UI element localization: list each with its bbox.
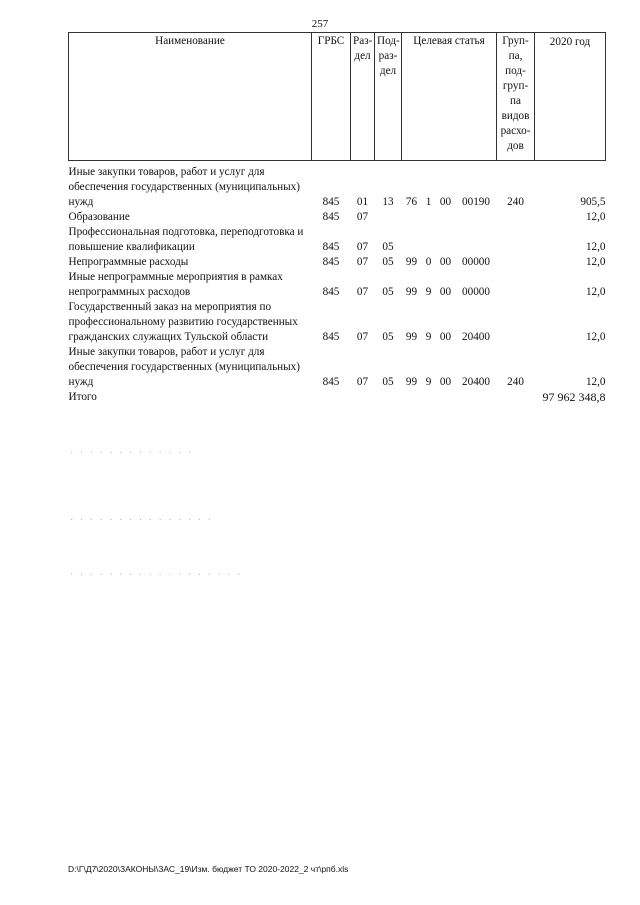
budget-table (68, 32, 606, 405)
row-value: 12,0 (585, 256, 606, 268)
row-podrazdel (375, 210, 402, 225)
faded-text: · · · · · · · · · · · · · · · · · · (70, 570, 243, 581)
row-podrazdel: 05 (382, 331, 394, 343)
row-cs3 (436, 225, 456, 255)
header-year: 2020 год (535, 33, 606, 161)
row-value: 12,0 (585, 376, 606, 388)
total-label: Итого (68, 391, 97, 403)
budget-table-container (68, 32, 605, 405)
row-cs1 (402, 210, 422, 225)
row-cs3 (436, 210, 456, 225)
row-grbs: 845 (322, 331, 340, 343)
row-razdel: 07 (356, 376, 369, 388)
row-value: 12,0 (585, 286, 606, 298)
row-value: 12,0 (585, 241, 606, 253)
row-gruppa (497, 270, 535, 300)
row-cs2 (422, 225, 436, 255)
row-razdel: 07 (356, 241, 369, 253)
table-row (69, 225, 606, 255)
row-name: Иные закупки товаров, работ и услуг для обеспечения государственных (муниципальных) нужд (68, 166, 300, 208)
row-razdel: 07 (356, 331, 369, 343)
row-podrazdel: 05 (382, 241, 394, 253)
row-cs4 (456, 210, 497, 225)
row-cs1: 99 (405, 286, 418, 298)
row-cs4: 00000 (462, 256, 490, 268)
row-podrazdel: 05 (382, 376, 394, 388)
row-cs1: 76 (405, 196, 418, 208)
row-value: 12,0 (585, 331, 606, 343)
row-podrazdel: 05 (382, 286, 394, 298)
row-cs2: 0 (425, 256, 432, 268)
row-podrazdel: 05 (382, 256, 394, 268)
row-grbs: 845 (322, 211, 340, 223)
table-header-row (69, 33, 606, 161)
row-cs4: 00000 (462, 286, 490, 298)
row-cs4 (456, 225, 497, 255)
row-name: Иные непрограммные мероприятия в рамках непрограммных расходов (68, 271, 283, 298)
row-cs4: 20400 (462, 376, 490, 388)
header-gruppa: Груп-па, под-груп-па видов расхо-дов (497, 33, 535, 161)
header-name: Наименование (69, 33, 312, 161)
row-grbs: 845 (322, 376, 340, 388)
row-cs3: 00 (439, 286, 452, 298)
row-cs1 (402, 225, 422, 255)
row-name: Образование (68, 211, 130, 223)
row-gruppa: 240 (507, 376, 524, 388)
row-cs2 (422, 210, 436, 225)
row-name: Непрограммные расходы (68, 256, 189, 268)
row-cs3: 00 (439, 196, 452, 208)
row-razdel: 07 (356, 211, 369, 223)
header-grbs: ГРБС (312, 33, 351, 161)
row-cs3: 00 (439, 331, 452, 343)
total-row (69, 390, 606, 405)
total-value: 97 962 348,8 (542, 390, 606, 404)
row-value: 905,5 (580, 196, 606, 208)
header-celevaya-statya: Целевая статья (402, 33, 497, 161)
row-gruppa (497, 300, 535, 345)
row-cs3: 00 (439, 256, 452, 268)
table-row (69, 300, 606, 345)
row-cs3: 00 (439, 376, 452, 388)
row-cs2: 9 (425, 331, 432, 343)
table-row (69, 165, 606, 210)
page-number: 257 (311, 18, 329, 30)
table-row (69, 345, 606, 390)
table-row (69, 270, 606, 300)
row-cs1: 99 (405, 376, 418, 388)
faded-text: · · · · · · · · · · · · · · · (70, 515, 213, 526)
row-cs2: 9 (425, 376, 432, 388)
table-row (69, 255, 606, 270)
row-gruppa (497, 225, 535, 255)
row-cs1: 99 (405, 256, 418, 268)
row-cs2: 1 (425, 196, 432, 208)
file-path-footer: D:\Г\Д7\2020\ЗАКОНЫ\ЗАС_19\Изм. бюджет ТО 2020-2022_2 чт\рпб.xls (68, 864, 349, 874)
row-grbs: 845 (322, 241, 340, 253)
row-gruppa (497, 255, 535, 270)
row-razdel: 07 (356, 256, 369, 268)
row-grbs: 845 (322, 196, 340, 208)
faded-text: · · · · · · · · · · · · · (70, 448, 194, 459)
row-name: Профессиональная подготовка, переподготовка и повышение квалификации (68, 226, 304, 253)
row-razdel: 07 (356, 286, 369, 298)
table-row (69, 210, 606, 225)
row-gruppa (497, 210, 535, 225)
row-podrazdel: 13 (382, 196, 394, 208)
row-grbs: 845 (322, 286, 340, 298)
row-grbs: 845 (322, 256, 340, 268)
header-podrazdel: Под-раз-дел (375, 33, 402, 161)
row-cs2: 9 (425, 286, 432, 298)
row-cs4: 00190 (462, 196, 490, 208)
table-body (69, 161, 606, 406)
row-gruppa: 240 (507, 196, 524, 208)
header-razdel: Раз-дел (351, 33, 375, 161)
row-cs4: 20400 (462, 331, 490, 343)
row-value: 12,0 (585, 211, 606, 223)
row-name: Иные закупки товаров, работ и услуг для обеспечения государственных (муниципальных) нужд (68, 346, 300, 388)
row-razdel: 01 (356, 196, 369, 208)
row-name: Государственный заказ на мероприятия по профессиональному развитию государственных гражданских служащих Тульской области (68, 301, 298, 343)
row-cs1: 99 (405, 331, 418, 343)
